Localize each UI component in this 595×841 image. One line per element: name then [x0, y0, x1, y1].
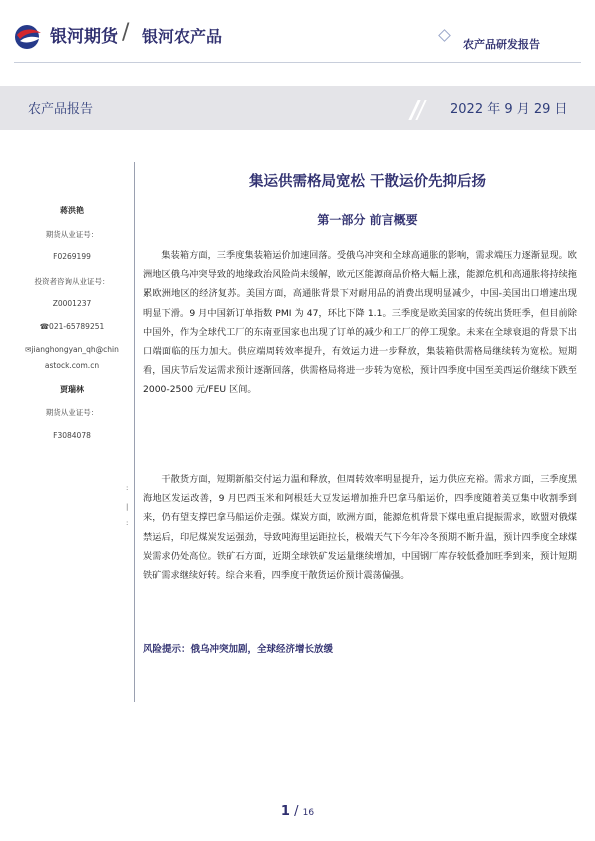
- report-title: 集运供需格局宽松 干散运价先抑后扬: [248, 174, 487, 190]
- brand-separator: /: [122, 20, 130, 45]
- page-total: 16: [302, 808, 315, 818]
- diamond-icon: [438, 29, 451, 42]
- analyst-invest-label: 投资者咨询从业证号：: [34, 277, 110, 286]
- risk-note: 风险提示：俄乌冲突加剧，全球经济增长放缓: [143, 644, 334, 655]
- analyst-phone: ☎021-65789251: [39, 322, 105, 331]
- page-current: 1: [280, 804, 290, 819]
- paragraph-container: 集装箱方面，三季度集装箱运价加速回落。受俄乌冲突和全球高通胀的影响，需求端压力逐渐显现。欧洲地区俄乌冲突导致的地缘政治风险尚未缓解，欧元区能源商品价格大幅上涨，能源危机和高通胀将持续拖累欧洲地区的经济复苏。美国方面，高通胀背景下对耐用品的消费出现明显减少，中国-美国出口增速出现明显下滑。9 月中国新订单指数 PMI 为 47，环比下降 1.1。三季度是欧美国家的传统出货旺季，但目前除中国外，作为全球代工厂的东南亚国家也出现了订单的减少和工厂的停工现象。未来在全球衰退的背景下出口端面临的压力加大。供应端周转效率提升，有效运力进一步释放，集装箱供需格局继续转为宽松。短期看，国庆节后发运需求预计逐渐回落，供需格局将进一步转为宽松，预计四季度中国至美西运价继续下跌至 2000-2500 元/FEU 区间。: [143, 250, 577, 396]
- analyst-license-label: 期货从业证号：: [45, 408, 99, 417]
- analyst-license: F0269199: [53, 252, 91, 261]
- analyst-email-cont[interactable]: astock.com.cn: [44, 361, 100, 370]
- brand-subname: 银河农产品: [142, 27, 223, 46]
- analyst-invest-license: Z0001237: [52, 299, 92, 308]
- analyst-name: 贾瑞林: [60, 384, 84, 394]
- analyst-name: 蒋洪艳: [60, 205, 84, 215]
- brand-name: 银河期货: [50, 27, 118, 47]
- analyst-license-label: 期货从业证号：: [45, 230, 99, 239]
- margin-mark: |: [126, 503, 129, 511]
- paragraph-dry-bulk: 干散货方面，短期新船交付运力温和释放，但周转效率明显提升，运力供应充裕。需求方面，三季度黑海地区发运改善，9 月巴西玉米和阿根廷大豆发运增加推升巴拿马船运价，四季度随着美豆集中收割季到来，仍有望支撑巴拿马船运价走强。煤炭方面，欧洲方面，能源危机背景下煤电重启提振需求，欧盟对俄煤禁运后，印尼煤炭发运强劲，导致吨海里运距拉长，极端天气下今年冷冬预期不断升温，预计四季度全球煤炭需求仍处高位。铁矿石方面，近期全球铁矿发运量继续增加，中国钢厂库存较低叠加旺季到来，预计短期铁矿需求继续好转。综合来看，四季度干散货运价预计震荡偏强。: [143, 474, 577, 582]
- report-date: 2022 年 9 月 29 日: [450, 102, 568, 117]
- analyst-license: F3084078: [53, 431, 91, 440]
- margin-mark: :: [126, 484, 129, 492]
- page-number: [0, 800, 595, 819]
- margin-mark: :: [126, 519, 129, 527]
- report-category: 农产品研发报告: [463, 38, 540, 51]
- column-divider: [134, 162, 135, 702]
- report-type-label: 农产品报告: [28, 102, 94, 117]
- page-separator: /: [289, 804, 303, 819]
- section-heading: 第一部分 前言概要: [317, 213, 418, 227]
- analyst-email[interactable]: ✉jianghongyan_qh@chin: [25, 345, 119, 354]
- header-divider: [14, 62, 581, 63]
- galaxy-logo-icon: [14, 24, 44, 50]
